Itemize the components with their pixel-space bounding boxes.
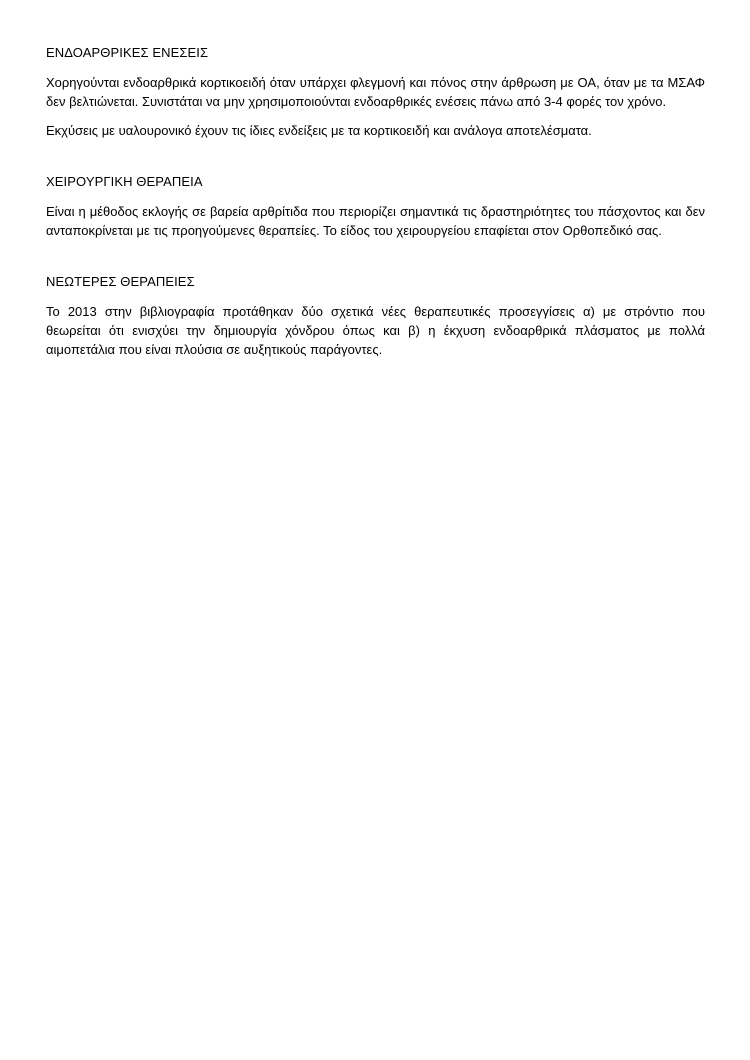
section-heading: ΕΝΔΟΑΡΘΡΙΚΕΣ ΕΝΕΣΕΙΣ <box>46 45 209 60</box>
section-paragraph: Εκχύσεις με υαλουρονικό έχουν τις ίδιες ενδείξεις με τα κορτικοειδή και ανάλογα αποτελέσματα. <box>46 123 592 138</box>
section-paragraph: Είναι η μέθοδος εκλογής σε βαρεία αρθρίτιδα που περιορίζει σημαντικά τις δραστηριότητες του πάσχοντος και δεν ανταποκρίνεται με τις προηγούμενες θεραπείες. Το είδος του χειρουργείου επαφίεται στον Ορθοπεδικό σας. <box>46 204 705 238</box>
section-surgical-treatment <box>46 172 705 240</box>
section-paragraph: Χορηγούνται ενδοαρθρικά κορτικοειδή όταν υπάρχει φλεγμονή και πόνος στην άρθρωση με ΟΑ, όταν με τα ΜΣΑΦ δεν βελτιώνεται. Συνιστάται να μην χρησιμοποιούνται ενδοαρθρικές ενέσεις πάνω από 3-4 φορές τον χρόνο. <box>46 75 705 109</box>
section-paragraph: Το 2013 στην βιβλιογραφία προτάθηκαν δύο σχετικά νέες θεραπευτικές προσεγγίσεις α) με στρόντιο που θεωρείται ότι ενισχύει την δημιουργία χόνδρου όπως και β) η έκχυση ενδοαρθρικά πλάσματος με πολλά αιμοπετάλια που είναι πλούσια σε αυξητικούς παράγοντες. <box>46 304 705 357</box>
document-page <box>46 43 705 369</box>
section-newer-treatments <box>46 272 705 359</box>
section-intra-articular-injections <box>46 43 705 140</box>
section-heading: ΧΕΙΡΟΥΡΓΙΚΗ ΘΕΡΑΠΕΙΑ <box>46 174 203 189</box>
section-heading: ΝΕΩΤΕΡΕΣ ΘΕΡΑΠΕΙΕΣ <box>46 274 195 289</box>
